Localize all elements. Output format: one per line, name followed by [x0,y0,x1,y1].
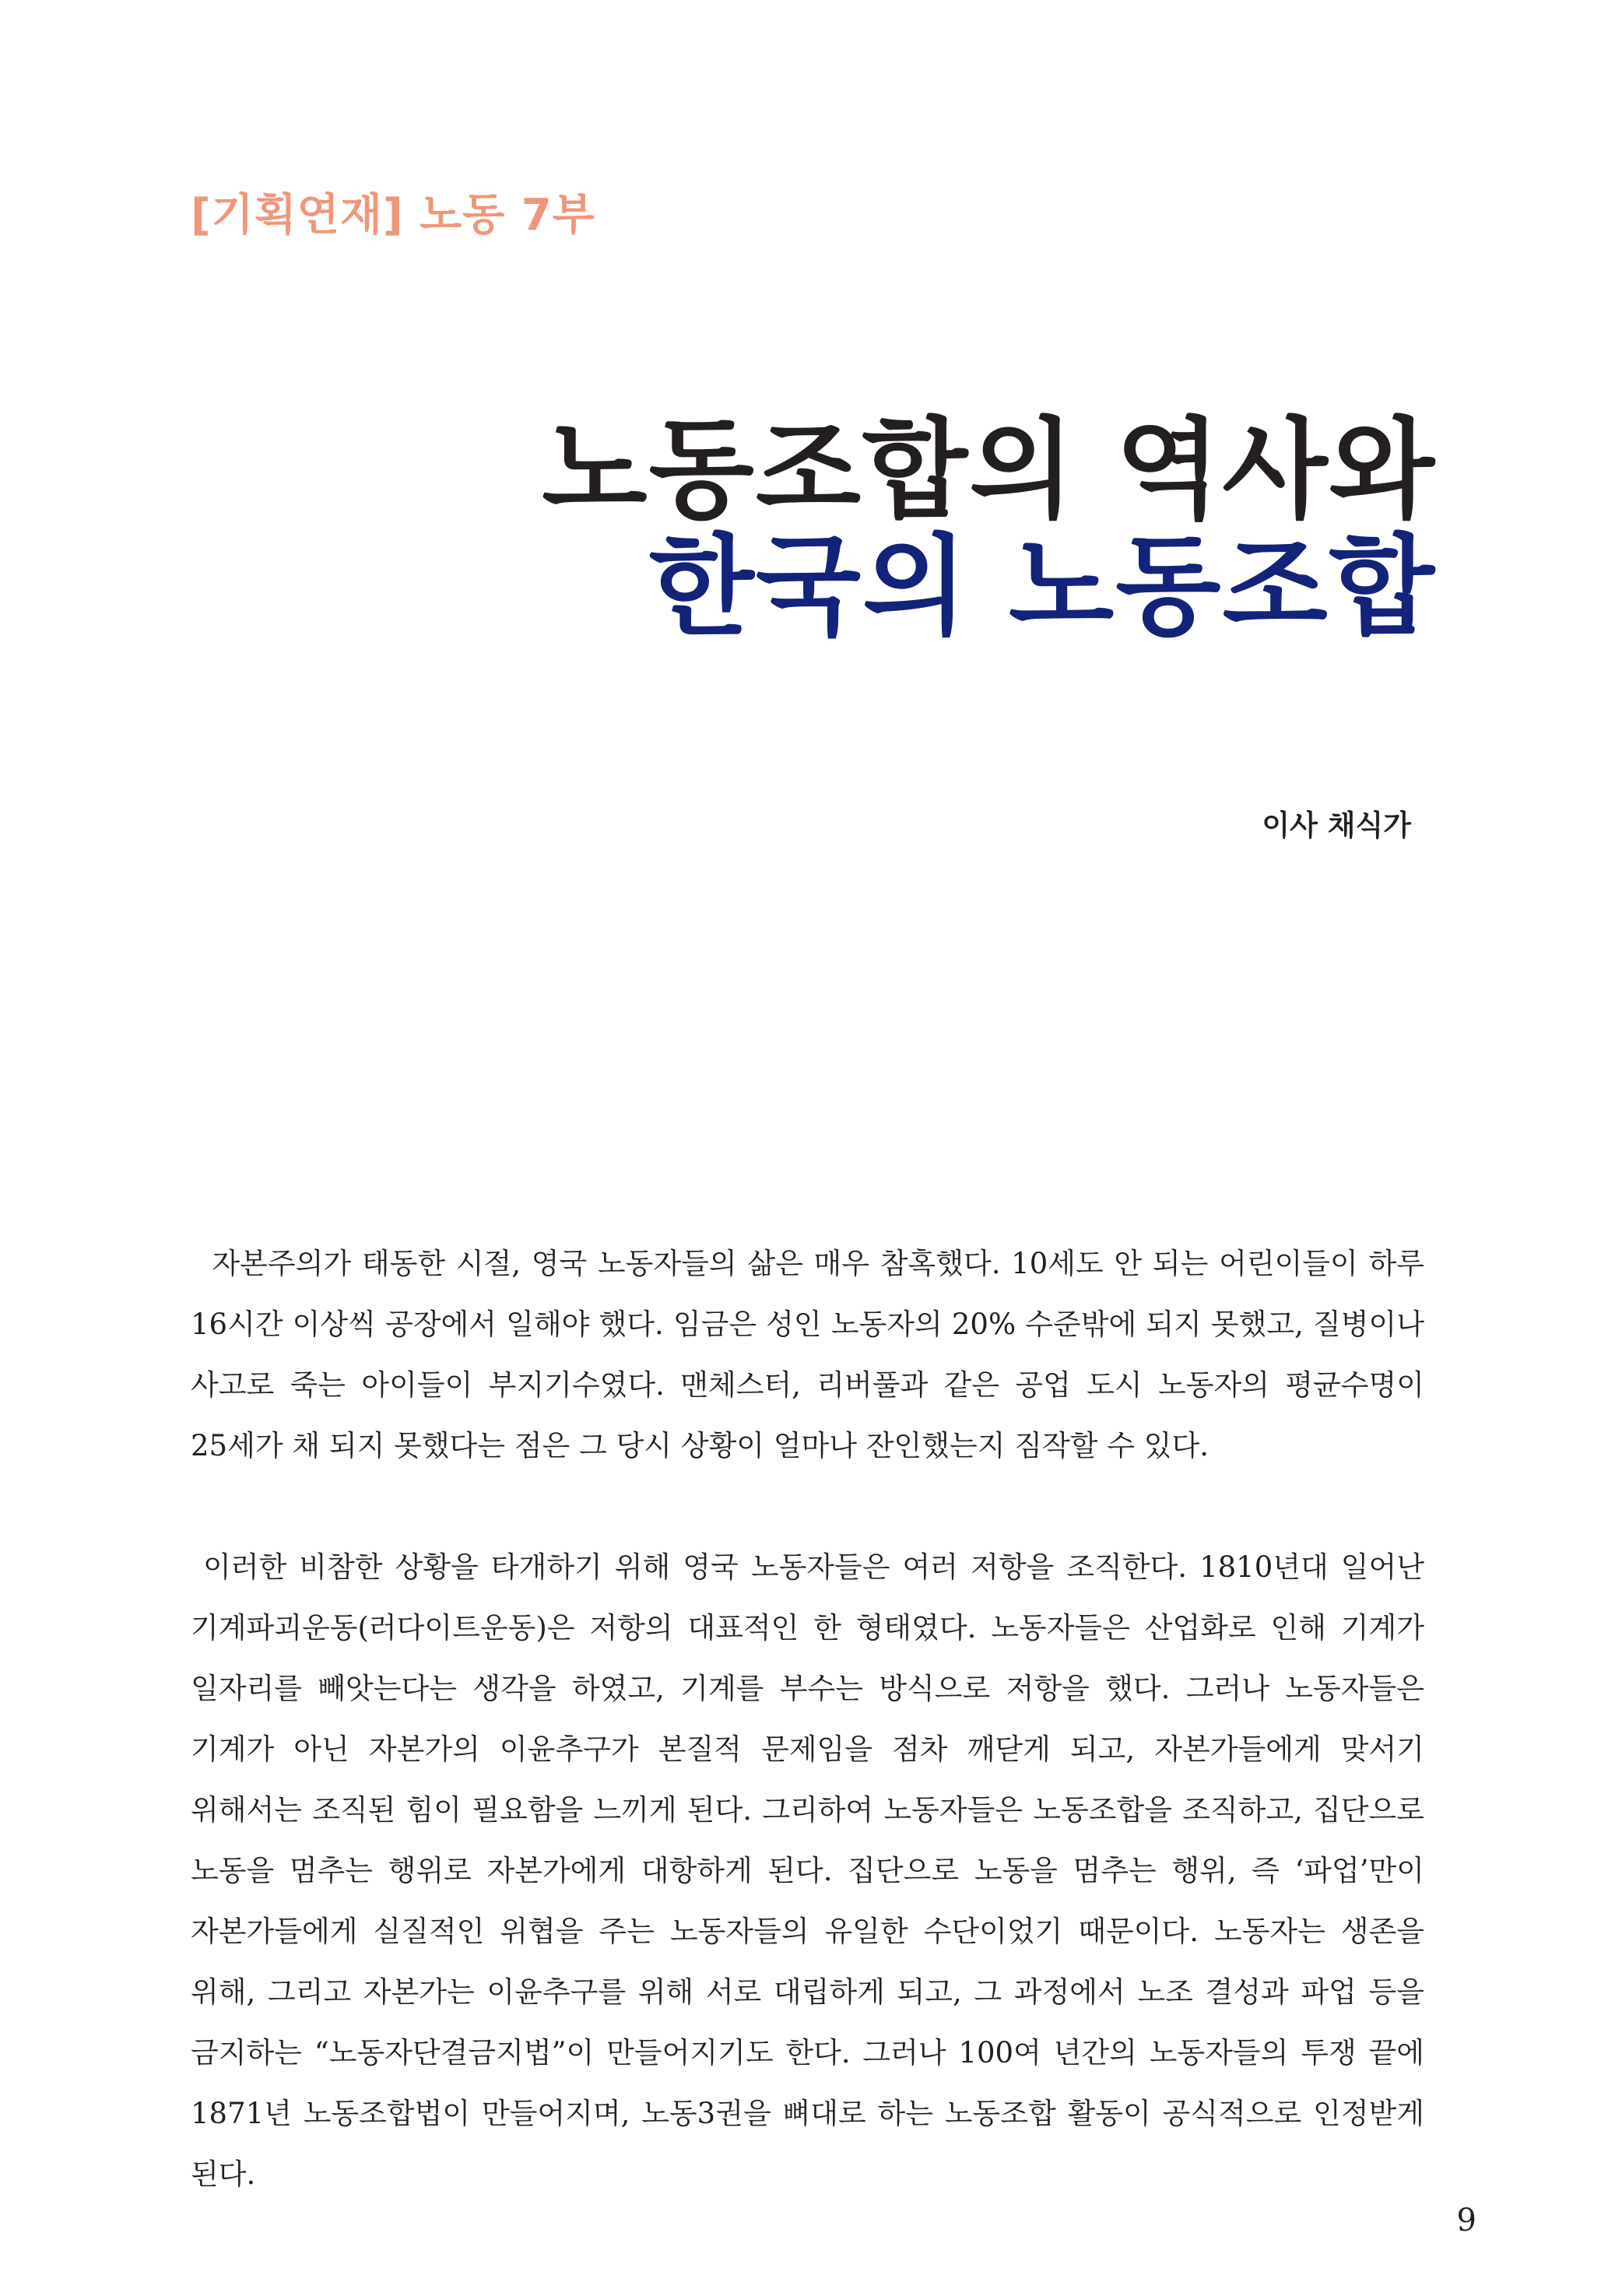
body-paragraph-2: 이러한 비참한 상황을 타개하기 위해 영국 노동자들은 여러 저항을 조직한다. 1810년대 일어난 기계파괴운동(러다이트운동)은 저항의 대표적인 한 형태였다. 노동자들은 산업화로 인해 기계가 일자리를 빼앗는다는 생각을 하였고, 기계를 부수는 방식으로 저항을 했다. 그러나 노동자들은 기계가 아닌 자본가의 이윤추구가 본질적 문제임을 점차 깨닫게 되고, 자본가들에게 맞서기 위해서는 조직된 힘이 필요함을 느끼게 된다. 그리하여 노동자들은 노동조합을 조직하고, 집단으로 노동을 멈추는 행위로 자본가에게 대항하게 된다. 집단으로 노동을 멈추는 행위, 즉 ‘파업’만이 자본가들에게 실질적인 위협을 주는 노동자들의 유일한 수단이었기 때문이다. 노동자는 생존을 위해, 그리고 자본가는 이윤추구를 위해 서로 대립하게 되고, 그 과정에서 노조 결성과 파업 등을 금지하는 “노동자단결금지법”이 만들어지기도 한다. 그러나 100여 년간의 노동자들의 투쟁 끝에 1871년 노동조합법이 만들어지며, 노동3권을 뼈대로 하는 노동조합 활동이 공식적으로 인정받게 된다. [191,1550,1434,2191]
body-paragraph-1: 자본주의가 태동한 시절, 영국 노동자들의 삶은 매우 참혹했다. 10세도 안 되는 어린이들이 하루 16시간 이상씩 공장에서 일해야 했다. 임금은 성인 노동자의 20% 수준밖에 되지 못했고, 질병이나 사고로 죽는 아이들이 부지기수였다. 맨체스터, 리버풀과 같은 공업 도시 노동자의 평균수명이 25세가 채 되지 못했다는 점은 그 당시 상황이 얼마나 잔인했는지 짐작할 수 있다. [191,1247,1434,1462]
title-line-1: 노동조합의 역사와 [542,407,1436,534]
page-number: 9 [1456,2203,1476,2238]
article-body [191,1234,1434,2205]
series-label: [기획연재] 노동 7부 [191,190,595,240]
article-title [542,407,1436,651]
author-byline: 이사 채식가 [1262,809,1411,842]
title-line-2: 한국의 노동조합 [648,524,1436,651]
